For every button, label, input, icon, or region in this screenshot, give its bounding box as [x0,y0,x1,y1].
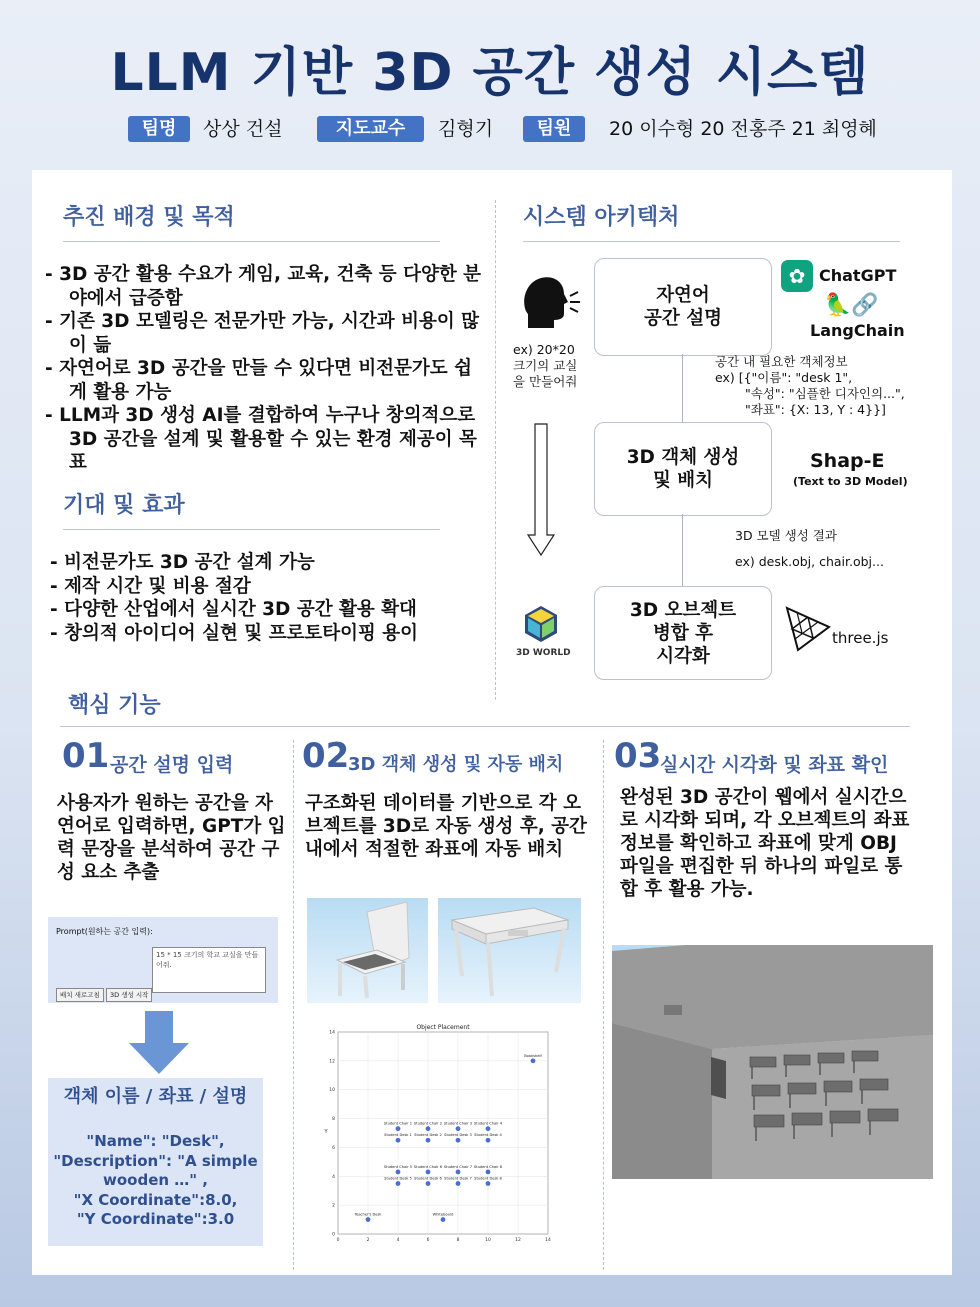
merge-visualize-box: 3D 오브젝트 병합 후 시각화 [594,586,772,680]
data-label: Student Chair 7 [443,1164,473,1169]
data-label: Student Chair 4 [473,1121,503,1126]
result-line: "Description": "A simple [53,1151,258,1170]
data-label: Whiteboard [432,1212,454,1217]
list-item: - 비전문가도 3D 공간 설계 가능 [50,552,315,573]
feature-1-title: 공간 설명 입력 [110,754,234,776]
data-label: Student Chair 2 [413,1121,443,1126]
data-point [441,1217,446,1222]
data-point [486,1181,491,1186]
data-label: Student Desk 3 [444,1133,472,1138]
result-line: "X Coordinate":8.0, [73,1190,238,1209]
data-point [366,1217,371,1222]
divider [523,241,900,242]
result-lines [48,1132,263,1230]
connector [682,354,683,422]
info2-title: 3D 모델 생성 결과 [735,528,837,543]
langchain-label: LangChain [810,321,905,340]
column-separator [603,740,604,1270]
column-separator [495,200,496,700]
prompt-textarea[interactable]: 15 * 15 크기의 학교 교실을 만들어줘. [152,947,266,993]
data-point [426,1126,431,1131]
feature-3-title: 실시간 시각화 및 좌표 확인 [660,754,889,776]
data-label: Student Chair 6 [413,1164,443,1169]
result-panel [48,1078,263,1246]
list-item: - 창의적 아이디어 실현 및 프로토타이핑 용이 [50,622,419,644]
threejs-label: three.js [832,629,889,647]
info2-line: ex) desk.obj, chair.obj... [735,554,884,569]
chart-frame [338,1032,548,1234]
y-axis-label: Y [324,1129,328,1135]
object-placement-chart [322,1020,552,1244]
shap-e-sublabel: (Text to 3D Model) [793,475,908,488]
y-tick-label: 2 [332,1203,335,1209]
x-tick-label: 14 [545,1238,551,1243]
refresh-button[interactable]: 배치 새로고침 [56,988,104,1002]
data-label: Student Desk 8 [474,1176,502,1181]
data-label: Student Chair 1 [383,1121,413,1126]
list-item: - 다양한 산업에서 실시간 3D 공간 활용 확대 [50,599,417,620]
prompt-panel [48,917,278,1003]
data-label: Student Desk 5 [384,1176,412,1181]
data-point [486,1138,491,1143]
member-names: 20 이수형 20 전홍주 21 최영혜 [609,118,877,140]
info1-title: 공간 내 필요한 객체정보 [715,354,848,369]
architecture-heading: 시스템 아키텍처 [523,205,680,230]
classroom-render-image [612,945,933,1179]
advisor-name: 김형기 [438,118,494,140]
result-title: 객체 이름 / 좌표 / 설명 [63,1086,248,1107]
3d-world-label: 3D WORLD [516,648,571,658]
chair-render-image [307,898,428,1003]
shap-e-label: Shap-E [810,450,885,472]
list-item: - LLM과 3D 생성 AI를 결합하여 누구나 창의적으로 3D 공간을 설계 및 활용할 수 있는 환경 제공이 목표 [45,405,477,473]
y-tick-label: 14 [329,1030,335,1036]
list-item: - 기존 3D 모델링은 전문가만 가능, 시간과 비용이 많이 듦 [45,311,480,356]
feature-1-number: 01 [62,736,110,776]
data-point [486,1170,491,1175]
x-tick-label: 8 [456,1238,460,1243]
data-point [396,1138,401,1143]
result-line: "Y Coordinate":3.0 [76,1210,235,1228]
data-label: Student Desk 4 [474,1133,502,1138]
x-tick-label: 2 [366,1238,370,1243]
data-point [456,1138,461,1143]
threejs-icon [784,605,832,653]
data-point [396,1181,401,1186]
arrow-down-icon [527,423,555,557]
x-tick-label: 12 [515,1238,521,1243]
x-tick-label: 0 [336,1238,340,1243]
column-separator [293,740,294,1270]
data-label: Student Desk 2 [414,1133,442,1138]
x-tick-label: 10 [485,1238,491,1243]
natural-language-box: 자연어 공간 설명 [594,258,772,356]
y-tick-label: 10 [329,1088,335,1094]
data-point [396,1170,401,1175]
page-title: LLM 기반 3D 공간 생성 시스템 [110,43,870,103]
result-line: wooden …" , [102,1171,208,1189]
background-list [45,263,485,475]
team-name: 상상 건설 [203,118,283,140]
effects-list [50,551,490,645]
feature-1-text: 사용자가 원하는 공간을 자연어로 입력하면, GPT가 입력 문장을 분석하여 공간 구성 요소 추출 [57,793,286,883]
feature-2-text: 구조화된 데이터를 기반으로 각 오브젝트를 3D로 자동 생성 후, 공간 내에서 적절한 좌표에 자동 배치 [305,793,587,860]
data-point [426,1170,431,1175]
feature-2-number: 02 [302,736,350,776]
prompt-label: Prompt(원하는 공간 입력): [56,927,153,936]
core-heading: 핵심 기능 [68,693,161,718]
y-tick-label: 12 [329,1059,335,1065]
data-point [456,1181,461,1186]
team-info [0,116,980,144]
divider [63,241,440,242]
data-label: Student Chair 5 [383,1164,413,1169]
data-label: Bookshelf [524,1053,542,1058]
y-tick-label: 4 [332,1174,335,1180]
data-point [531,1058,536,1063]
chart-title: Object Placement [416,1024,470,1031]
desk-render-image [438,898,581,1003]
list-item: - 제작 시간 및 비용 절감 [50,575,251,597]
data-point [426,1181,431,1186]
divider [63,529,440,530]
user-example: ex) 20*20 크기의 교실을 만들어줘 [513,342,578,389]
data-label: Teacher's Desk [354,1212,382,1217]
advisor-label: 지도교수 [317,116,424,142]
generate-button[interactable]: 3D 생성 시작 [106,988,152,1002]
background-heading: 추진 배경 및 목적 [63,205,235,230]
data-label: Student Desk 6 [414,1176,442,1181]
3d-world-icon [524,605,558,643]
divider [60,726,910,727]
info1-line: "좌표": {X: 13, Y : 4}}] [745,402,886,417]
data-label: Student Chair 3 [443,1121,473,1126]
info1-line: ex) [{"이름": "desk 1", [715,370,853,385]
y-tick-label: 0 [332,1232,335,1238]
result-line: "Name": "Desk", [86,1132,225,1150]
object-generation-box: 3D 객체 생성 및 배치 [594,422,772,516]
data-point [486,1126,491,1131]
connector [682,514,683,586]
feature-3-number: 03 [614,736,662,776]
y-tick-label: 6 [332,1145,335,1151]
data-label: Student Desk 1 [384,1133,412,1138]
x-tick-label: 6 [426,1238,430,1243]
chatgpt-label: ChatGPT [819,266,897,285]
list-item: - 자연어로 3D 공간을 만들 수 있다면 비전문가도 쉽게 활용 가능 [45,358,472,403]
arrow-down-icon [128,1011,190,1075]
info1-line: "속성": "심플한 디자인의...", [745,386,905,401]
data-point [456,1170,461,1175]
team-label: 팀명 [128,116,190,142]
chatgpt-icon: ✿ [781,260,813,292]
data-point [456,1126,461,1131]
list-item: - 3D 공간 활용 수요가 게임, 교육, 건축 등 다양한 분야에서 급증함 [45,264,482,309]
effects-heading: 기대 및 효과 [63,493,185,518]
x-tick-label: 4 [396,1238,400,1243]
feature-3-text: 완성된 3D 공간이 웹에서 실시간으로 시각화 되며, 각 오브젝트의 좌표 정보를 확인하고 좌표에 맞게 OBJ 파일을 편집한 뒤 하나의 파일로 통합 후 활용 가능. [620,787,910,900]
y-tick-label: 8 [332,1117,335,1123]
data-label: Student Chair 8 [473,1164,503,1169]
speaking-head-icon [520,274,582,332]
feature-2-title: 3D 객체 생성 및 자동 배치 [348,754,564,775]
member-label: 팀원 [523,116,585,142]
data-point [396,1126,401,1131]
langchain-icon: 🦜🔗 [824,293,879,318]
data-point [426,1138,431,1143]
data-label: Student Desk 7 [444,1176,472,1181]
